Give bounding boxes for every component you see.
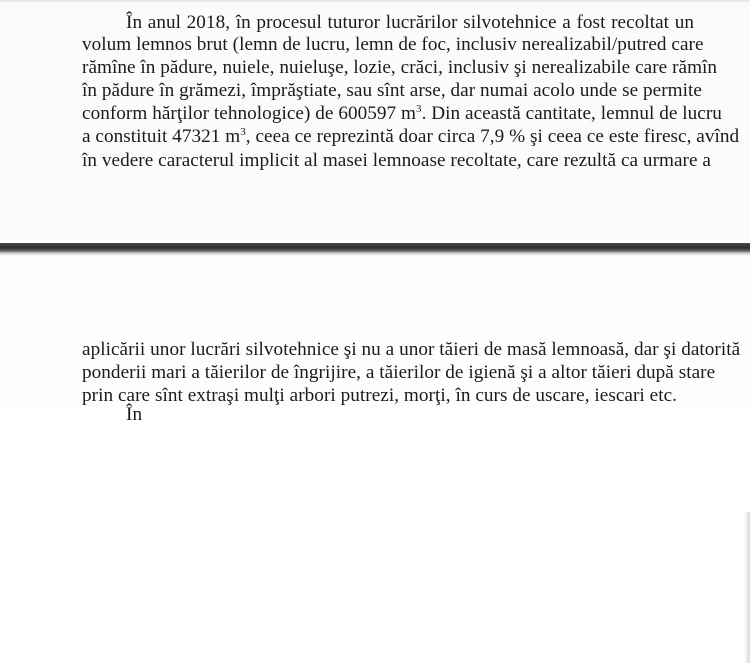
page-right-shadow xyxy=(744,512,750,663)
paragraph-line-8: aplicării unor lucrări silvotehnice şi nu a unor tăieri de masă lemnoasă, dar şi datorită xyxy=(82,339,741,360)
paragraph-line-3: rămîne în pădure, nuiele, nuieluşe, lozie, crăci, inclusiv şi nerealizabile care rămîn xyxy=(82,57,718,78)
paragraph-line-2: volum lemnos brut (lemn de lucru, lemn de foc, inclusiv nerealizabil/putred care xyxy=(82,34,704,55)
superscript-cubic-1: 3 xyxy=(416,103,422,115)
document-page-bottom xyxy=(0,256,750,425)
paragraph-line-7: în vedere caracterul implicit al masei lemnoase recoltate, care rezultă ca urmare a xyxy=(82,150,711,171)
paragraph-line-9: ponderii mari a tăierilor de îngrijire, a tăierilor de igienă şi a altor tăieri după stare xyxy=(82,362,716,383)
page-top-edge xyxy=(0,0,750,2)
line-5-text-b: . Din această cantitate, lemnul de lucru xyxy=(421,103,722,124)
paragraph-line-11-partial: În xyxy=(126,404,143,425)
paragraph-line-5 xyxy=(82,103,722,125)
paragraph-line-10: prin care sînt extraşi mulţi arbori putrezi, morţi, în curs de uscare, iescari etc. xyxy=(82,385,678,406)
paragraph-line-6 xyxy=(82,126,740,148)
line-5-text-a: conform hărţilor tehnologice) de 600597 m xyxy=(82,103,417,124)
line-6-text-a: a constituit 47321 m xyxy=(82,126,241,147)
page-break-bar xyxy=(0,240,750,256)
document-page-top xyxy=(0,0,750,240)
superscript-cubic-2: 3 xyxy=(240,126,246,138)
paragraph-line-4: în pădure în grămezi, împrăştiate, sau sînt arse, dar numai acolo unde se permite xyxy=(82,80,702,101)
paragraph-line-1: În anul 2018, în procesul tuturor lucrărilor silvotehnice a fost recoltat un xyxy=(126,12,694,33)
line-6-text-b: , ceea ce reprezintă doar circa 7,9 % şi ceea ce este firesc, avînd xyxy=(245,126,740,147)
